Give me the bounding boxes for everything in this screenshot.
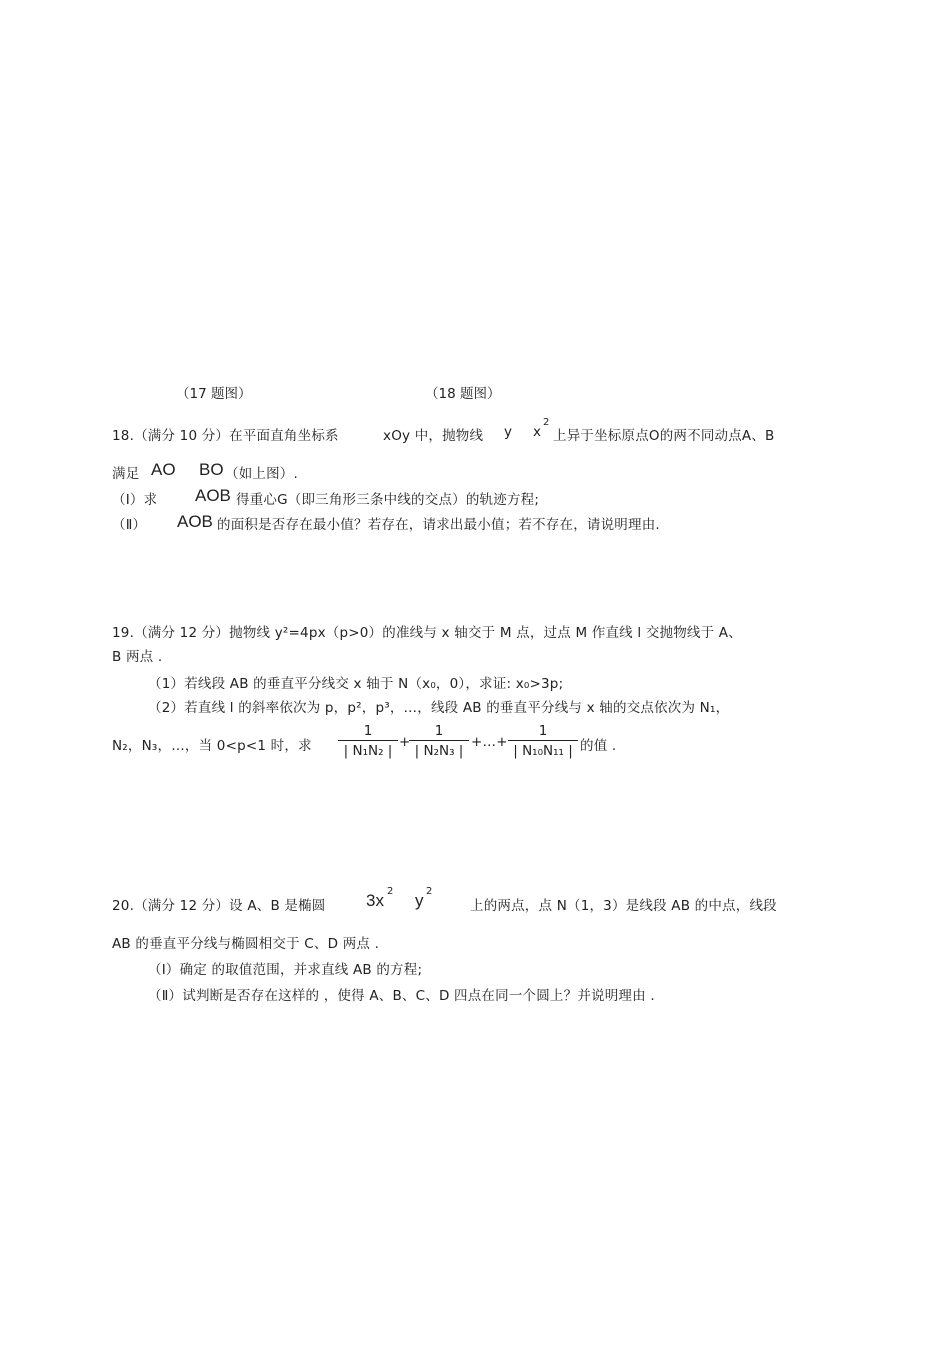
q18-part2-label: （Ⅱ） bbox=[112, 517, 147, 533]
fraction-2 bbox=[409, 722, 469, 759]
plus-sign-1: + bbox=[399, 734, 411, 750]
figure-caption-18: （18 题图） bbox=[425, 386, 501, 402]
q19-line5-suffix: 的值 . bbox=[580, 738, 617, 754]
q18-part1-label: （Ⅰ）求 bbox=[112, 492, 158, 508]
figure-caption-17: （17 题图） bbox=[176, 386, 252, 402]
q18-part1-text: 得重心G（即三角形三条中线的交点）的轨迹方程; bbox=[236, 492, 540, 508]
q18-line1-suffix: 上异于坐标原点O的两不同动点A、B bbox=[553, 428, 775, 444]
q19-part2: （2）若直线 l 的斜率依次为 p，p²，p³，…，线段 AB 的垂直平分线与 x 轴的交点依次为 N₁， bbox=[148, 700, 730, 716]
q20-line2: AB 的垂直平分线与椭圆相交于 C、D 两点 . bbox=[112, 936, 380, 952]
q18-exponent: 2 bbox=[543, 417, 550, 428]
plus-ellipsis: +…+ bbox=[471, 734, 508, 750]
q18-line2-suffix: （如上图）. bbox=[225, 466, 298, 482]
q20-line1-suffix: 上的两点，点 N（1，3）是线段 AB 的中点，线段 bbox=[470, 898, 777, 914]
q18-var-x: x bbox=[533, 424, 542, 440]
q20-part1: （Ⅰ）确定 的取值范围，并求直线 AB 的方程; bbox=[148, 962, 423, 978]
fraction-2-denominator: | N₂N₃ | bbox=[414, 743, 464, 759]
q18-part2-text: 的面积是否存在最小值？若存在，请求出最小值；若不存在，请说明理由. bbox=[217, 517, 660, 533]
q20-term-3x: 3x bbox=[366, 891, 384, 910]
q18-vector-ao: AO bbox=[151, 460, 176, 479]
fraction-3-numerator: 1 bbox=[538, 723, 548, 739]
q20-exponent-1: 2 bbox=[387, 886, 394, 897]
fraction-3-denominator: | N₁₀N₁₁ | bbox=[513, 743, 573, 759]
q18-var-y: y bbox=[504, 424, 513, 440]
fraction-2-numerator: 1 bbox=[434, 723, 444, 739]
fraction-1 bbox=[338, 722, 398, 759]
q20-line1-prefix: 20.（满分 12 分）设 A、B 是椭圆 bbox=[112, 898, 326, 914]
q18-line2-prefix: 满足 bbox=[112, 466, 140, 482]
fraction-1-numerator: 1 bbox=[363, 723, 373, 739]
q20-exponent-2: 2 bbox=[426, 886, 433, 897]
q18-line1-parabola: xOy 中，抛物线 bbox=[383, 428, 484, 444]
q20-part2: （Ⅱ）试判断是否存在这样的 ，使得 A、B、C、D 四点在同一个圆上？并说明理由 . bbox=[148, 988, 655, 1004]
q19-line1: 19.（满分 12 分）抛物线 y²=4px（p>0）的准线与 x 轴交于 M 点，过点 M 作直线 l 交抛物线于 A、 bbox=[112, 625, 742, 641]
q18-triangle-aob-1: AOB bbox=[195, 486, 231, 505]
q18-triangle-aob-2: AOB bbox=[177, 512, 213, 531]
q19-line2: B 两点 . bbox=[112, 649, 163, 665]
q18-vector-bo: BO bbox=[199, 460, 224, 479]
fraction-3 bbox=[508, 722, 578, 759]
q19-line5-prefix: N₂，N₃，…，当 0<p<1 时，求 bbox=[112, 738, 312, 754]
q19-part1: （1）若线段 AB 的垂直平分线交 x 轴于 N（x₀，0），求证: x₀>3p; bbox=[148, 676, 564, 692]
fraction-1-denominator: | N₁N₂ | bbox=[343, 743, 393, 759]
q20-term-y: y bbox=[415, 891, 424, 910]
q18-line1-prefix: 18.（满分 10 分）在平面直角坐标系 bbox=[112, 428, 339, 444]
